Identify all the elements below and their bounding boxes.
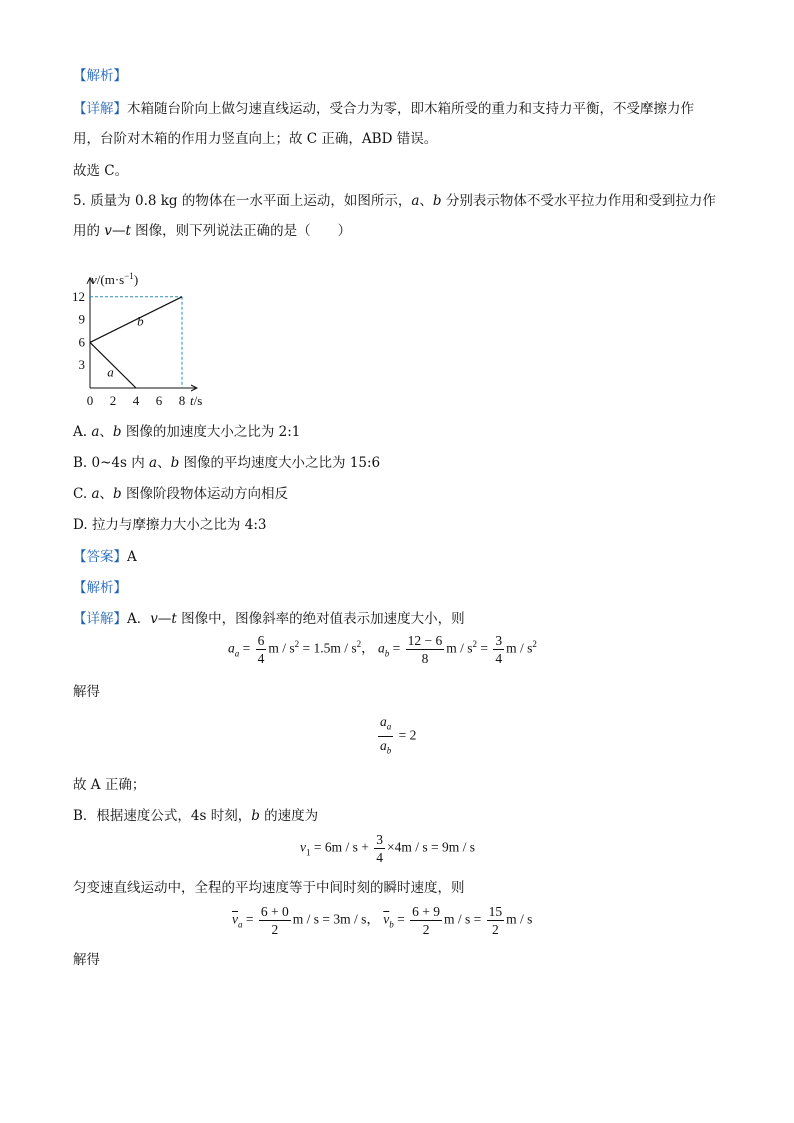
analysis-heading-2: 【解析】 (73, 580, 127, 596)
detail-paragraph-line (73, 99, 694, 119)
answer-line (73, 547, 137, 567)
uniform-motion-line: 匀变速直线运动中，全程的平均速度等于中间时刻的瞬时速度，则 (73, 880, 465, 896)
y-tick-label: 3 (78, 357, 85, 373)
series-label-a: a (107, 364, 114, 380)
solve-label-2: 解得 (73, 952, 100, 968)
series-line-b (90, 297, 182, 343)
equation-accelerations: $a_a$ = $\frac{6}{4}$ $m / s^2 = 1.5m / s^2$， $a_b$ = $\frac{12 - 6}{8}$ m / $s^2$ = $\frac{3}{4}$ m / $s^2$ (228, 633, 537, 666)
y-tick-label: 12 (72, 288, 85, 304)
conclusion-a: 故 A 正确； (73, 777, 146, 793)
option-b: B. 0~4s 内 a、b 图像的平均速度大小之比为 15:6 (73, 455, 381, 471)
x-tick-label: 0 (86, 393, 94, 408)
equation-average-velocity: $\overline{v}_a$ = $\frac{6 + 0}{2}$ m / s = 3m / s， $\overline{v}_b$ = $\frac{6 + 9}{2}$ m / s = $\frac{15}{2}$ m / s (232, 904, 533, 937)
choice-statement: 故选 C。 (73, 163, 129, 179)
detail-paragraph-line: 用，台阶对木箱的作用力竖直向上；故 C 正确，ABD 错误。 (73, 131, 438, 147)
detail-tag: 【详解】 (73, 101, 127, 117)
equation-velocity: $v_1 = 6m / s$ + $\frac{3}{4}$ ×4m / s = 9m / s (300, 832, 475, 865)
question-stem-line2: 用的 v—t 图像，则下列说法正确的是（ ） (73, 223, 352, 239)
x-axis-label: t/s (190, 393, 203, 408)
solve-label: 解得 (73, 684, 100, 700)
answer-tag: 【答案】 (73, 549, 127, 565)
option-a: A. a、b 图像的加速度大小之比为 2:1 (73, 424, 301, 440)
x-tick-label: 4 (132, 393, 140, 408)
x-tick-label: 2 (109, 393, 117, 408)
detail-a-line: 【详解】A．v—t 图像中，图像斜率的绝对值表示加速度大小，则 (73, 611, 465, 627)
question-number: 5. (73, 193, 86, 209)
answer-value: A (127, 549, 137, 565)
x-tick-label: 8 (178, 393, 186, 408)
y-tick-label: 9 (78, 311, 85, 327)
part-b-line: B．根据速度公式，4s 时刻，b 的速度为 (73, 808, 319, 824)
y-tick-label: 6 (78, 334, 85, 350)
analysis-heading: 【解析】 (73, 68, 127, 84)
detail-text: 木箱随台阶向上做匀速直线运动，受合力为零，即木箱所受的重力和支持力平衡，不受摩擦力作 (127, 101, 694, 117)
question-stem: 5. 质量为 0.8 kg 的物体在一水平面上运动，如图所示，a、b 分别表示物体不受水平拉力作用和受到拉力作 (73, 193, 716, 209)
series-label-b: b (137, 313, 144, 329)
equation-ratio: $\frac{a_a}{a_b}$ = 2 (380, 714, 417, 756)
option-d: D. 拉力与摩擦力大小之比为 4:3 (73, 517, 267, 533)
x-tick-label: 6 (155, 393, 163, 408)
option-c: C. a、b 图像阶段物体运动方向相反 (73, 486, 288, 502)
y-axis-label: $v/(m\cdot s^{-1})$ (91, 270, 139, 287)
vt-graph (62, 254, 232, 414)
